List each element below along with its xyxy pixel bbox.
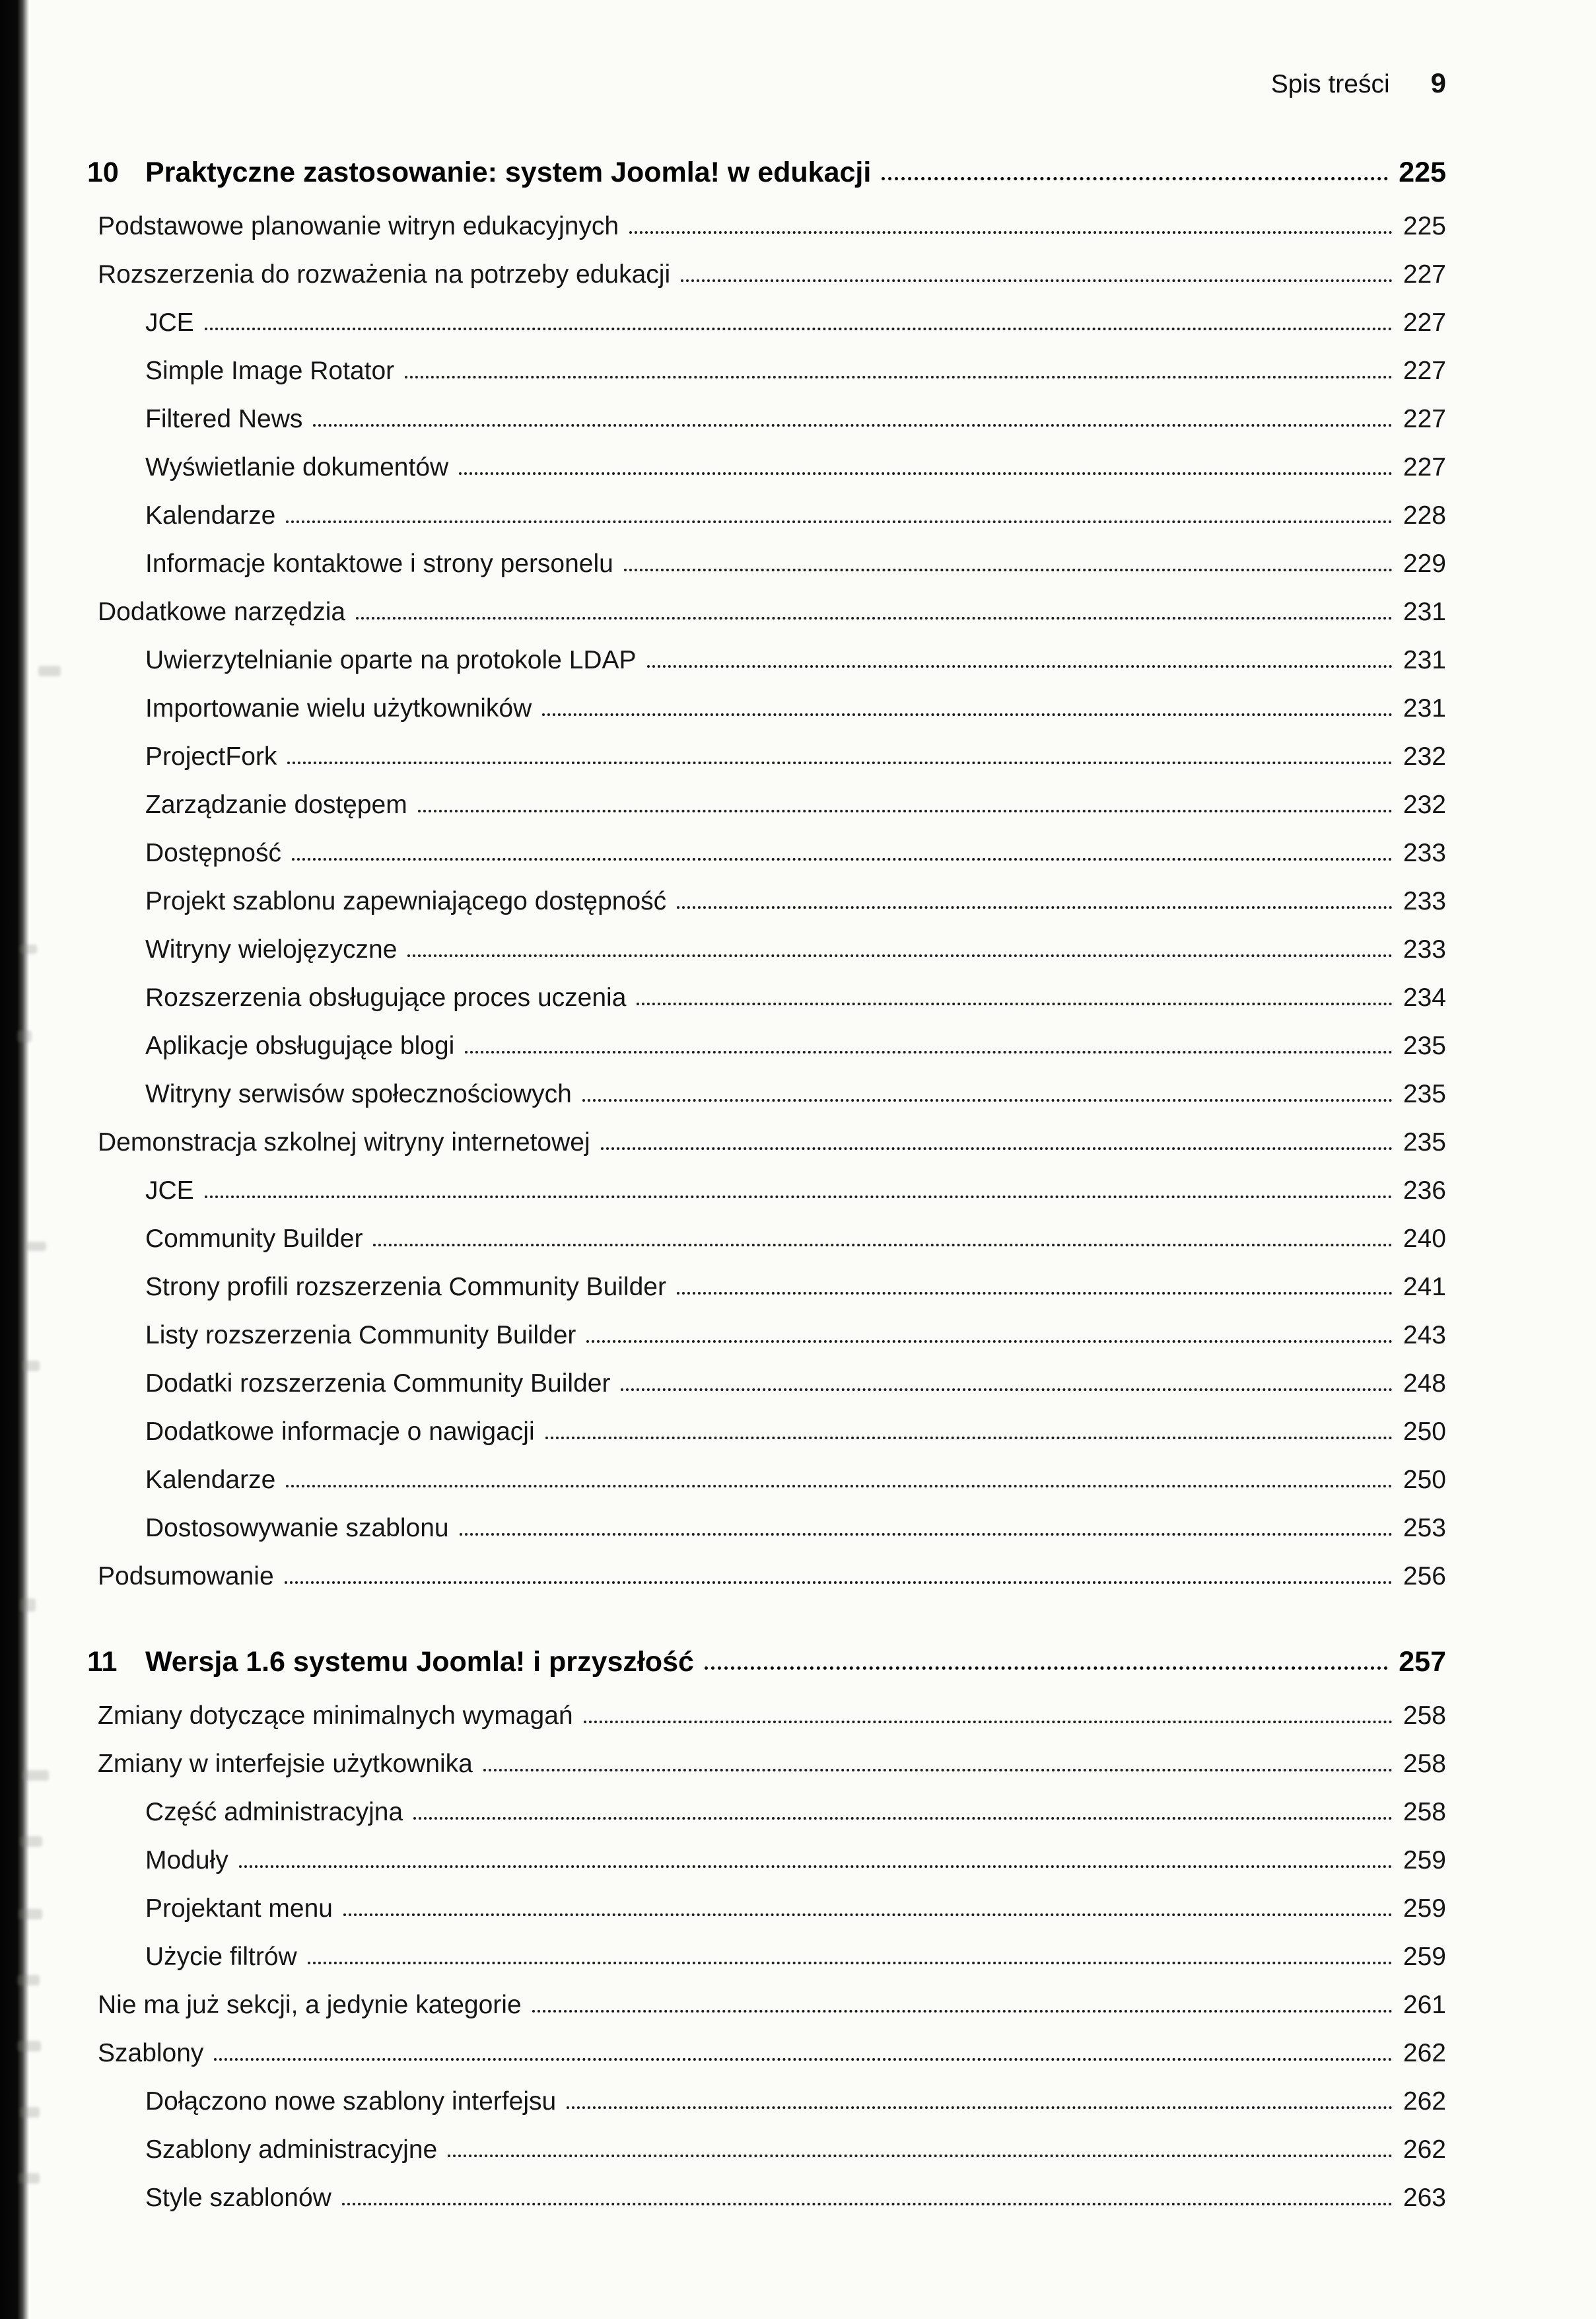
dot-leader xyxy=(624,569,1393,571)
dot-leader xyxy=(418,810,1393,812)
toc-entry xyxy=(87,289,1446,338)
entry-label: Witryny wielojęzyczne xyxy=(145,935,398,964)
entry-label: Dodatki rozszerzenia Community Builder xyxy=(145,1369,611,1398)
entry-label: Witryny serwisów społecznościowych xyxy=(145,1080,572,1108)
entry-page-number: 225 xyxy=(1403,212,1446,240)
dot-leader xyxy=(413,1817,1393,1820)
toc-entry xyxy=(87,675,1446,723)
entry-label: Community Builder xyxy=(145,1225,363,1253)
entry-page-number: 227 xyxy=(1403,308,1446,337)
toc-entry xyxy=(87,1446,1446,1495)
dot-leader xyxy=(705,1666,1388,1670)
entry-page-number: 227 xyxy=(1403,260,1446,289)
entry-page-number: 234 xyxy=(1403,983,1446,1012)
dot-leader xyxy=(542,713,1393,716)
entry-label: Zarządzanie dostępem xyxy=(145,791,407,819)
entry-page-number: 250 xyxy=(1403,1417,1446,1446)
scan-artifact xyxy=(20,2107,40,2118)
entry-label: Demonstracja szkolnej witryny internetowej xyxy=(98,1128,590,1157)
entry-label: Dołączono nowe szablony interfejsu xyxy=(145,2087,557,2116)
dot-leader xyxy=(483,1769,1393,1771)
toc-entry xyxy=(87,2020,1446,2068)
scan-artifact xyxy=(17,1975,40,1985)
entry-label: Kalendarze xyxy=(145,501,276,530)
dot-leader xyxy=(465,1051,1393,1053)
dot-leader xyxy=(286,520,1393,523)
dot-leader xyxy=(621,1388,1392,1391)
dot-leader xyxy=(584,1721,1393,1723)
entry-page-number: 236 xyxy=(1403,1176,1446,1205)
entry-label: Rozszerzenia obsługujące proces uczenia xyxy=(145,983,627,1012)
entry-label: Szablony administracyjne xyxy=(145,2135,438,2164)
entry-page-number: 231 xyxy=(1403,694,1446,723)
dot-leader xyxy=(205,1195,1393,1198)
entry-label: Szablony xyxy=(98,2039,204,2067)
scan-artifact xyxy=(17,1030,32,1042)
dot-leader xyxy=(405,376,1393,378)
toc-entry xyxy=(87,386,1446,434)
entry-page-number: 261 xyxy=(1403,1991,1446,2019)
dot-leader xyxy=(647,665,1393,668)
dot-leader xyxy=(582,1099,1393,1102)
dot-leader xyxy=(285,1581,1393,1584)
entry-page-number: 233 xyxy=(1403,887,1446,915)
scan-gutter-shadow xyxy=(0,0,29,2319)
dot-leader xyxy=(407,954,1392,957)
entry-label: Użycie filtrów xyxy=(145,1943,297,1971)
entry-page-number: 235 xyxy=(1403,1032,1446,1060)
toc-entry xyxy=(87,964,1446,1013)
toc-entry xyxy=(87,530,1446,579)
dot-leader xyxy=(373,1244,1392,1246)
entry-page-number: 262 xyxy=(1403,2087,1446,2116)
table-of-contents xyxy=(87,136,1446,2213)
dot-leader xyxy=(459,472,1393,475)
chapter-heading xyxy=(87,1625,1446,1678)
entry-label: Simple Image Rotator xyxy=(145,357,395,385)
scan-artifact xyxy=(18,2173,40,2184)
entry-page-number: 262 xyxy=(1403,2135,1446,2164)
toc-entry xyxy=(87,193,1446,241)
dot-leader xyxy=(205,328,1393,330)
scan-artifact xyxy=(17,2041,41,2051)
entry-label: Strony profili rozszerzenia Community Builder xyxy=(145,1273,666,1301)
dot-leader xyxy=(677,906,1393,909)
dot-leader xyxy=(567,2106,1393,2109)
entry-page-number: 229 xyxy=(1403,550,1446,578)
dot-leader xyxy=(343,1913,1393,1916)
entry-label: Dodatkowe informacje o nawigacji xyxy=(145,1417,535,1446)
entry-label: ProjectFork xyxy=(145,742,277,771)
entry-label: Wyświetlanie dokumentów xyxy=(145,453,449,482)
entry-page-number: 235 xyxy=(1403,1128,1446,1157)
entry-page-number: 227 xyxy=(1403,405,1446,433)
entry-label: Importowanie wielu użytkowników xyxy=(145,694,532,723)
entry-label: Aplikacje obsługujące blogi xyxy=(145,1032,455,1060)
dot-leader xyxy=(308,1962,1393,1964)
entry-label: Moduły xyxy=(145,1846,228,1874)
entry-label: Dostosowywanie szablonu xyxy=(145,1514,449,1542)
dot-leader xyxy=(292,858,1393,861)
toc-entry xyxy=(87,1682,1446,1730)
toc-entry xyxy=(87,1302,1446,1350)
entry-page-number: 235 xyxy=(1403,1080,1446,1108)
entry-page-number: 256 xyxy=(1403,1562,1446,1590)
chapter-title: Praktyczne zastosowanie: system Joomla! w edukacji xyxy=(145,157,872,188)
scan-artifact xyxy=(20,1836,42,1847)
toc-entry xyxy=(87,579,1446,627)
entry-page-number: 259 xyxy=(1403,1894,1446,1923)
toc-entry xyxy=(87,1254,1446,1302)
entry-page-number: 233 xyxy=(1403,839,1446,867)
entry-page-number: 231 xyxy=(1403,598,1446,626)
entry-page-number: 232 xyxy=(1403,742,1446,771)
entry-label: Kalendarze xyxy=(145,1466,276,1494)
chapter-number: 11 xyxy=(87,1646,118,1678)
dot-leader xyxy=(629,231,1393,234)
entry-page-number: 258 xyxy=(1403,1750,1446,1778)
entry-page-number: 228 xyxy=(1403,501,1446,530)
entry-label: Zmiany w interfejsie użytkownika xyxy=(98,1750,473,1778)
toc-entry xyxy=(87,1013,1446,1061)
entry-page-number: 253 xyxy=(1403,1514,1446,1542)
entry-label: Dodatkowe narzędzia xyxy=(98,598,346,626)
entry-page-number: 233 xyxy=(1403,935,1446,964)
entry-page-number: 263 xyxy=(1403,2184,1446,2212)
dot-leader xyxy=(677,1292,1393,1295)
toc-entry xyxy=(87,1779,1446,1827)
running-title: Spis treści xyxy=(1270,70,1390,98)
toc-entry xyxy=(87,868,1446,916)
dot-leader xyxy=(460,1533,1393,1536)
dot-leader xyxy=(532,2010,1393,2013)
entry-page-number: 250 xyxy=(1403,1466,1446,1494)
toc-entry xyxy=(87,1398,1446,1446)
toc-entry xyxy=(87,482,1446,530)
toc-entry xyxy=(87,338,1446,386)
entry-label: Filtered News xyxy=(145,405,303,433)
entry-page-number: 243 xyxy=(1403,1321,1446,1349)
toc-entry xyxy=(87,1827,1446,1875)
toc-entry xyxy=(87,1972,1446,2020)
dot-leader xyxy=(286,1485,1393,1487)
entry-label: Projektant menu xyxy=(145,1894,333,1923)
toc-entry xyxy=(87,2116,1446,2164)
dot-leader xyxy=(313,424,1393,427)
dot-leader xyxy=(356,617,1393,620)
dot-leader xyxy=(448,2155,1393,2157)
entry-label: Nie ma już sekcji, a jedynie kategorie xyxy=(98,1991,522,2019)
toc-entry xyxy=(87,1061,1446,1109)
toc-entry xyxy=(87,1543,1446,1591)
entry-label: Projekt szablonu zapewniającego dostępność xyxy=(145,887,667,915)
folio-page-number: 9 xyxy=(1430,67,1446,98)
scan-artifact xyxy=(38,666,61,676)
dot-leader xyxy=(586,1340,1393,1343)
entry-page-number: 258 xyxy=(1403,1701,1446,1730)
entry-page-number: 259 xyxy=(1403,1943,1446,1971)
entry-page-number: 241 xyxy=(1403,1273,1446,1301)
scan-artifact xyxy=(22,1361,40,1371)
toc-entry xyxy=(87,1730,1446,1779)
chapter-number: 10 xyxy=(87,157,119,188)
running-head xyxy=(87,67,1446,99)
entry-label: Dostępność xyxy=(145,839,281,867)
entry-label: Część administracyjna xyxy=(145,1798,403,1826)
entry-label: Style szablonów xyxy=(145,2184,331,2212)
entry-page-number: 259 xyxy=(1403,1846,1446,1874)
toc-entry xyxy=(87,1109,1446,1157)
toc-entry xyxy=(87,627,1446,675)
entry-page-number: 258 xyxy=(1403,1798,1446,1826)
page-content xyxy=(87,67,1446,2213)
dot-leader xyxy=(214,2058,1392,2061)
entry-label: JCE xyxy=(145,308,194,337)
entry-label: Informacje kontaktowe i strony personelu xyxy=(145,550,613,578)
scan-artifact xyxy=(20,945,37,954)
toc-entry xyxy=(87,434,1446,482)
dot-leader xyxy=(239,1865,1393,1868)
entry-label: Uwierzytelnianie oparte na protokole LDAP xyxy=(145,646,637,674)
entry-label: Podstawowe planowanie witryn edukacyjnych xyxy=(98,212,619,240)
entry-page-number: 227 xyxy=(1403,357,1446,385)
entry-label: Podsumowanie xyxy=(98,1562,274,1590)
entry-page-number: 227 xyxy=(1403,453,1446,482)
toc-entry xyxy=(87,916,1446,964)
entry-page-number: 232 xyxy=(1403,791,1446,819)
toc-entry xyxy=(87,2164,1446,2213)
dot-leader xyxy=(882,177,1388,180)
toc-entry xyxy=(87,1205,1446,1254)
scan-artifact xyxy=(26,1242,46,1251)
toc-entry xyxy=(87,820,1446,868)
chapter-page-number: 225 xyxy=(1399,157,1446,188)
entry-label: JCE xyxy=(145,1176,194,1205)
entry-page-number: 231 xyxy=(1403,646,1446,674)
toc-entry xyxy=(87,1157,1446,1205)
entry-page-number: 262 xyxy=(1403,2039,1446,2067)
scan-artifact xyxy=(18,1909,42,1919)
dot-leader xyxy=(545,1437,1393,1439)
chapter-title: Wersja 1.6 systemu Joomla! i przyszłość xyxy=(145,1646,694,1678)
entry-label: Listy rozszerzenia Community Builder xyxy=(145,1321,576,1349)
dot-leader xyxy=(601,1147,1393,1150)
scan-artifact xyxy=(22,1770,49,1781)
toc-entry xyxy=(87,1495,1446,1543)
toc-entry xyxy=(87,723,1446,771)
toc-entry xyxy=(87,771,1446,820)
entry-page-number: 240 xyxy=(1403,1225,1446,1253)
toc-entry xyxy=(87,2068,1446,2116)
dot-leader xyxy=(287,762,1393,764)
entry-page-number: 248 xyxy=(1403,1369,1446,1398)
chapter-page-number: 257 xyxy=(1399,1646,1446,1678)
entry-label: Rozszerzenia do rozważenia na potrzeby edukacji xyxy=(98,260,671,289)
toc-entry xyxy=(87,1875,1446,1923)
entry-label: Zmiany dotyczące minimalnych wymagań xyxy=(98,1701,573,1730)
dot-leader xyxy=(681,279,1393,282)
toc-entry xyxy=(87,1350,1446,1398)
dot-leader xyxy=(342,2203,1393,2205)
toc-entry xyxy=(87,241,1446,289)
scan-artifact xyxy=(20,1598,36,1612)
toc-entry xyxy=(87,1923,1446,1972)
dot-leader xyxy=(637,1003,1393,1005)
chapter-heading xyxy=(87,136,1446,189)
